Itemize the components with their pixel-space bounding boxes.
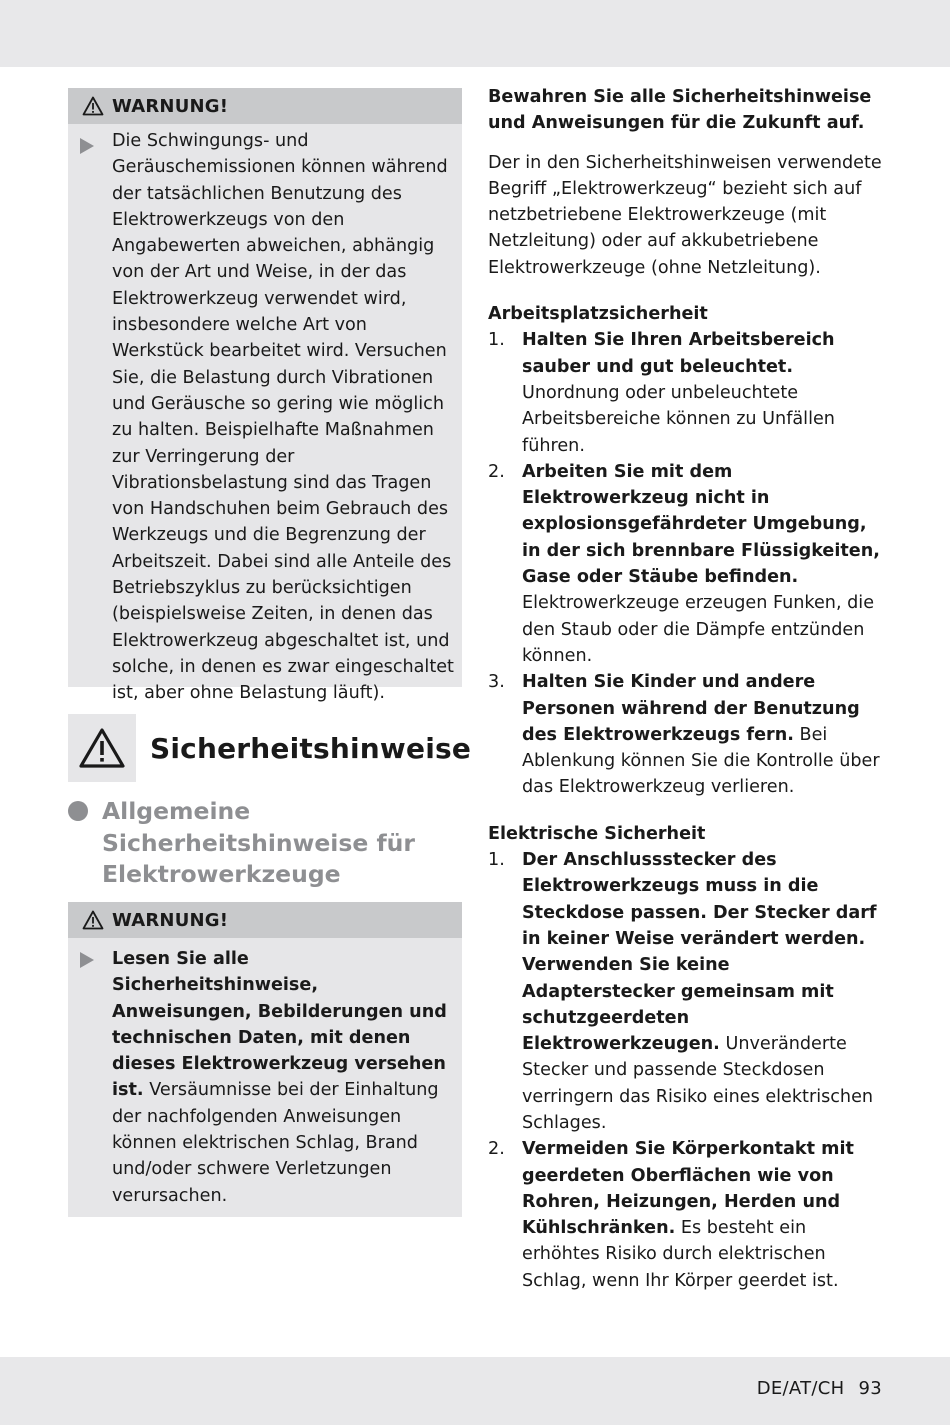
warning-header xyxy=(68,88,462,124)
footer-region: DE/AT/CH xyxy=(756,1378,845,1399)
circle-bullet-icon xyxy=(68,801,88,821)
list-item-bold: Der Anschlussstecker des Elektrowerkzeugs muss in die Steckdose passen. Der Stecker darf in keiner Weise verändert werden. Verwenden Sie keine Adapterstecker gemeinsam mit schutzgeerdeten Elektrowerkzeugen. xyxy=(522,850,877,1055)
warning-header xyxy=(68,902,462,938)
bullet-arrow-icon xyxy=(80,138,94,154)
electrical-heading: Elektrische Sicherheit xyxy=(488,823,706,844)
list-item xyxy=(488,1136,888,1294)
definition-paragraph: Der in den Sicherheitshinweisen verwendete Begriff „Elektrowerkzeug“ bezieht sich auf netzbetriebene Elektrowerkzeuge (mit Netzleitung) oder auf akkubetriebene Elektrowerkzeuge (ohne Netzleitung). xyxy=(488,152,882,278)
warning-body xyxy=(68,938,462,1217)
list-number: 1. xyxy=(488,850,505,871)
list-item xyxy=(488,669,888,800)
list-item-text: Es besteht ein erhöhtes Risiko durch elektrischen Schlag, wenn Ihr Körper geerdet ist. xyxy=(522,1218,839,1291)
list-item-text: Bei Ablenkung können Sie die Kontrolle über das Elektrowerkzeug verlieren. xyxy=(522,724,880,798)
section-icon-box xyxy=(68,714,136,782)
list-number: 3. xyxy=(488,672,505,693)
list-item xyxy=(488,847,888,1136)
warning-triangle-icon xyxy=(82,910,104,930)
list-item xyxy=(488,459,888,669)
page-number: 93 xyxy=(858,1378,882,1399)
list-item xyxy=(488,327,888,458)
warning-title: WARNUNG! xyxy=(112,909,229,931)
left-column xyxy=(68,88,462,704)
section-title-row xyxy=(68,714,471,782)
warning-text: Die Schwingungs- und Geräuschemissionen können während der tatsächlichen Benutzung des Elektrowerkzeugs von den Angabewerten abweichen, abhängig von der Art und Weise, in der das Elektrowerkzeug verwendet wird, insbesondere welche Art von Werkstück bearbeitet wird. Versuchen Sie, die Belastung durch Vibrationen und Geräusche so gering wie möglich zu halten. Beispielhafte Maßnahmen zur Verringerung der Vibrationsbelastung sind das Tragen von Handschuhen beim Gebrauch des Werkzeugs und die Begrenzung der Arbeitszeit. Dabei sind alle Anteile des Betriebszyklus zu berücksichtigen (beispielsweise Zeiten, in denen das Elektrowerkzeug abgeschaltet ist, und solche, in denen es zwar eingeschaltet ist, aber ohne Belastung läuft). xyxy=(112,131,454,704)
list-number: 2. xyxy=(488,1139,505,1160)
list-item-bold: Halten Sie Kinder und andere Personen während der Benutzung des Elektrowerkzeugs fern. xyxy=(522,672,860,745)
bullet-arrow-icon xyxy=(80,952,94,968)
top-band xyxy=(0,0,950,67)
warning-box-vibration xyxy=(68,88,462,704)
warning-title: WARNUNG! xyxy=(112,95,229,117)
workplace-heading: Arbeitsplatzsicherheit xyxy=(488,304,708,325)
list-number: 2. xyxy=(488,461,505,482)
warning-text-bold: Lesen Sie alle Sicherheitshinweise, Anweisungen, Bebilderungen und technischen Daten, mit denen dieses Elektrowerkzeug versehen ist. xyxy=(112,949,447,1101)
list-item-text: Unordnung oder unbeleuchtete Arbeitsbereiche können zu Unfällen führen. xyxy=(522,382,835,456)
right-column xyxy=(488,84,888,1294)
list-item-text: Elektrowerkzeuge erzeugen Funken, die den Staub oder die Dämpfe entzünden können. xyxy=(522,593,875,666)
list-item-text: Unveränderte Stecker und passende Steckdosen verringern das Risiko eines elektrischen Schlages. xyxy=(522,1034,874,1133)
page-footer xyxy=(757,1378,882,1399)
section-title: Sicherheitshinweise xyxy=(150,731,472,765)
sub-heading xyxy=(68,796,462,891)
list-item-bold: Vermeiden Sie Körperkontakt mit geerdeten Oberflächen wie von Rohren, Heizungen, Herden und Kühlschränken. xyxy=(522,1139,854,1239)
keep-notice: Bewahren Sie alle Sicherheitshinweise und Anweisungen für die Zukunft auf. xyxy=(488,87,872,134)
warning-text: Versäumnisse bei der Einhaltung der nachfolgenden Anweisungen können elektrischen Schlag, Brand und/oder schwere Verletzungen verursachen. xyxy=(112,1080,439,1206)
warning-triangle-icon xyxy=(82,96,104,116)
warning-box-read-all xyxy=(68,902,462,1217)
list-item-bold: Halten Sie Ihren Arbeitsbereich sauber und gut beleuchtet. xyxy=(522,330,835,377)
list-number: 1. xyxy=(488,330,505,351)
warning-box-read-all-wrap xyxy=(68,902,462,1217)
warning-body xyxy=(68,124,462,715)
sub-heading-text: Allgemeine Sicherheitshinweise für Elektrowerkzeuge xyxy=(102,797,415,888)
warning-triangle-icon xyxy=(78,727,126,769)
list-item-bold: Arbeiten Sie mit dem Elektrowerkzeug nicht in explosionsgefährdeter Umgebung, in der sich brennbare Flüssigkeiten, Gase oder Stäube befinden. xyxy=(522,461,880,588)
